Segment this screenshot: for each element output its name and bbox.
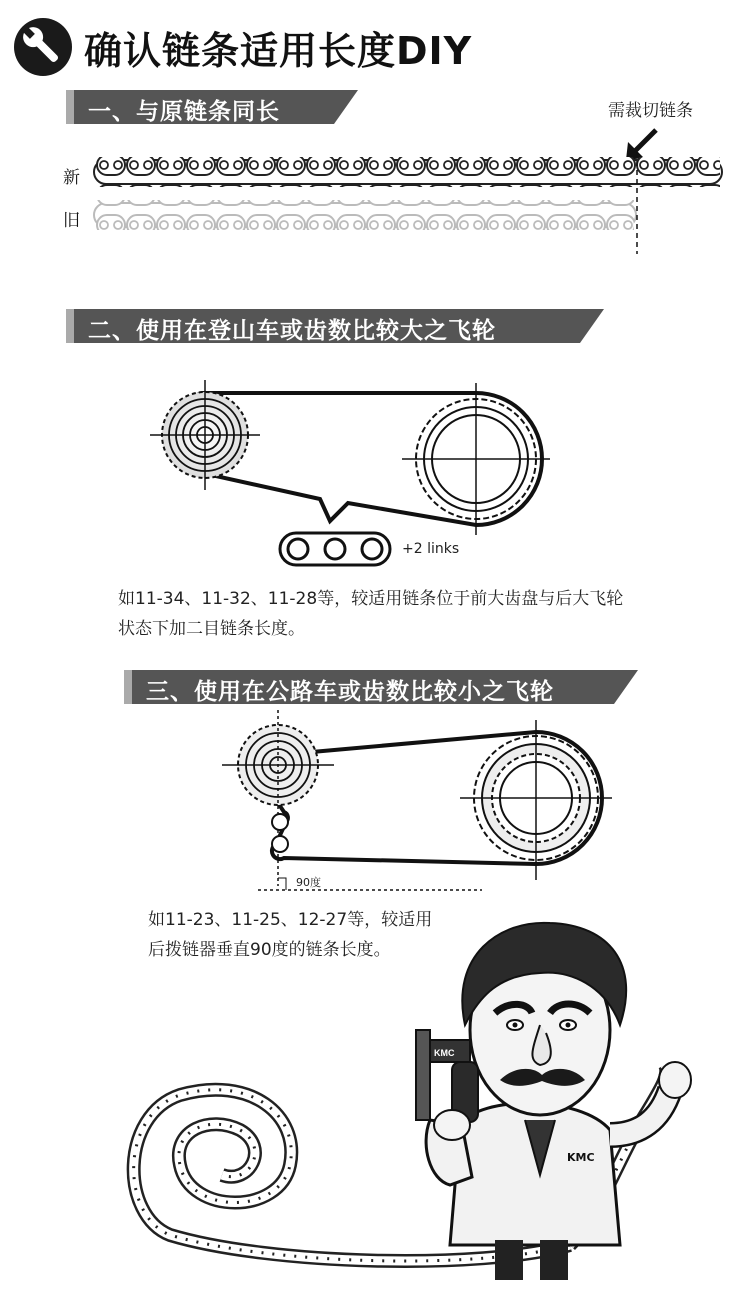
chain-comparison-diagram: [0, 150, 750, 260]
extra-links-note: +2 links: [402, 541, 460, 557]
new-chain-label: 新: [63, 168, 80, 188]
section-3-description-line-2: 后拨链器垂直90度的链条长度。: [148, 940, 391, 960]
old-chain: [94, 200, 636, 230]
mtb-drivetrain-diagram: [140, 375, 560, 575]
section-3-description-line-1: 如11-23、11-25、12-27等，较适用: [148, 910, 433, 930]
section-2-description-line-1: 如11-34、11-32、11-28等，较适用链条位于前大齿盘与后大飞轮: [118, 589, 624, 609]
section-2-banner: [66, 309, 604, 343]
section-1-banner: [66, 90, 358, 124]
section-2-description-line-2: 状态下加二目链条长度。: [118, 619, 305, 639]
mechanic-mascot-illustration: [100, 915, 720, 1285]
wrench-logo-icon: [12, 16, 74, 78]
chain-tool-icon: [416, 1030, 478, 1122]
mascot-brand-text: KMC: [567, 1151, 595, 1164]
front-chainring-icon: [460, 720, 612, 880]
page-title: 确认链条适用长度DIY: [84, 29, 473, 73]
ninety-degree-note: 90度: [296, 876, 321, 889]
front-chainring-icon: [402, 383, 550, 535]
road-drivetrain-diagram: [220, 710, 620, 900]
old-chain-label: 旧: [63, 211, 80, 231]
svg-text:KMC: KMC: [434, 1048, 455, 1058]
section-3-heading: 三、使用在公路车或齿数比较小之飞轮: [146, 679, 554, 705]
section-2-heading: 二、使用在登山车或齿数比较大之飞轮: [88, 318, 496, 344]
extra-links-icon: [280, 533, 390, 565]
rear-cassette-icon: [150, 380, 260, 490]
section-3-banner: [124, 670, 638, 704]
section-1-heading: 一、与原链条同长: [88, 99, 280, 125]
new-chain: [94, 157, 722, 187]
cut-chain-note: 需裁切链条: [608, 101, 693, 121]
